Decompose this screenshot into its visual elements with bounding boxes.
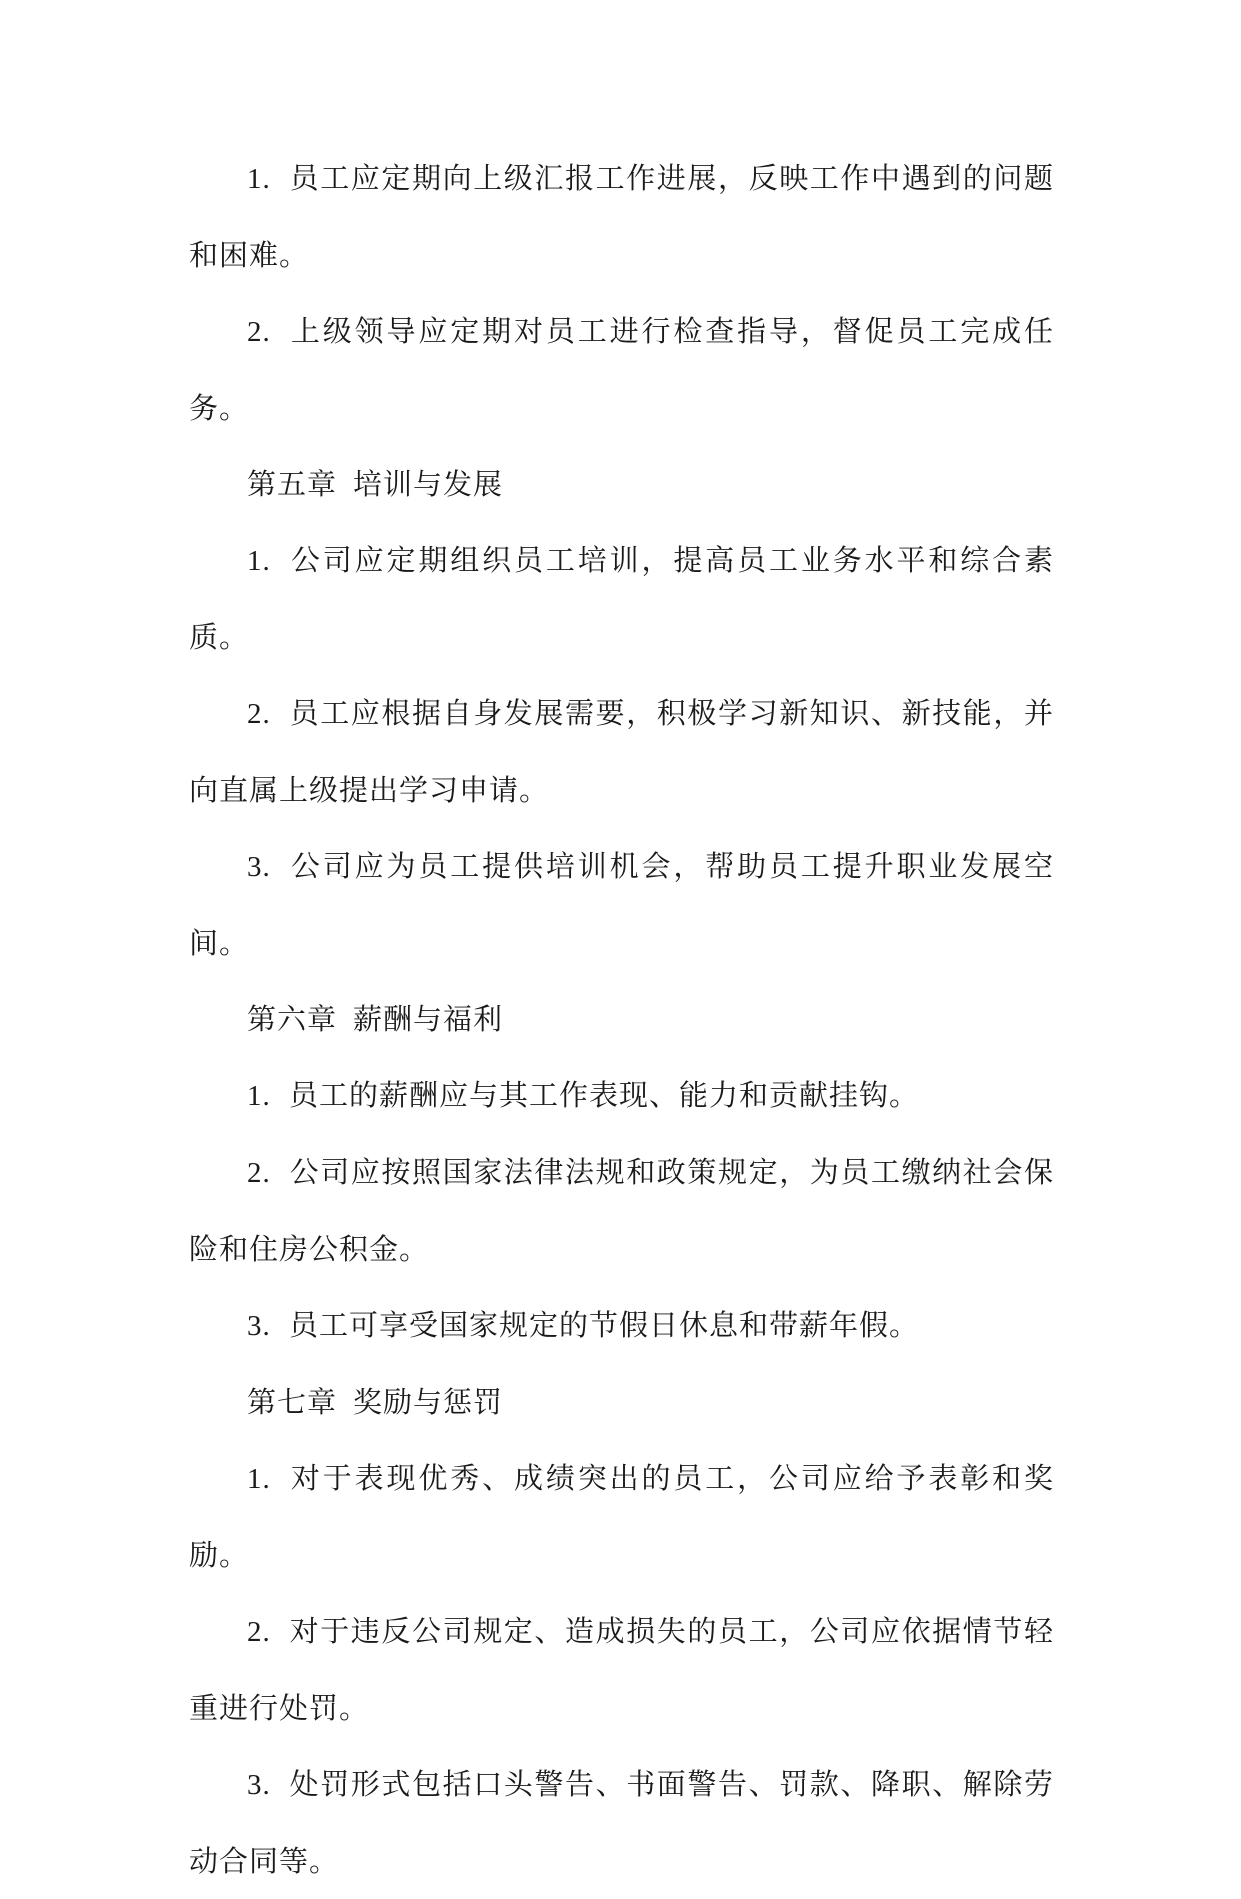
item-number: 1. — [247, 545, 271, 577]
item-text: 处罚形式包括口头警告、书面警告、罚款、降职、解除劳动合同等。 — [189, 1767, 1054, 1878]
list-item — [189, 828, 1054, 981]
list-item — [189, 1440, 1054, 1593]
chapter-title: 薪酬与福利 — [353, 1002, 504, 1036]
item-number: 2. — [247, 698, 271, 730]
list-item — [189, 1287, 1054, 1364]
item-text: 员工应根据自身发展需要，积极学习新知识、新技能，并向直属上级提出学习申请。 — [189, 696, 1054, 807]
item-text: 上级领导应定期对员工进行检查指导，督促员工完成任务。 — [189, 314, 1054, 425]
chapter-title: 奖励与惩罚 — [353, 1385, 504, 1419]
item-number: 2. — [247, 1616, 271, 1648]
chapter-title: 培训与发展 — [353, 467, 504, 501]
list-item — [189, 140, 1054, 293]
item-text: 员工应定期向上级汇报工作进展，反映工作中遇到的问题和困难。 — [189, 161, 1054, 272]
chapter-label: 第七章 — [247, 1385, 338, 1419]
chapter-label: 第五章 — [247, 467, 338, 501]
item-number: 2. — [247, 1157, 271, 1189]
list-item — [189, 1746, 1054, 1899]
list-item — [189, 522, 1054, 675]
list-item — [189, 1057, 1054, 1134]
chapter-heading — [189, 981, 1054, 1057]
chapter-heading — [189, 1364, 1054, 1440]
item-number: 1. — [247, 163, 271, 195]
item-number: 1. — [247, 1463, 271, 1495]
chapter-heading — [189, 446, 1054, 522]
item-number: 3. — [247, 1769, 271, 1801]
list-item — [189, 1593, 1054, 1746]
item-text: 对于违反公司规定、造成损失的员工，公司应依据情节轻重进行处罚。 — [189, 1614, 1054, 1725]
item-text: 员工的薪酬应与其工作表现、能力和贡献挂钩。 — [289, 1078, 920, 1112]
item-number: 3. — [247, 851, 271, 883]
list-item — [189, 293, 1054, 446]
list-item — [189, 675, 1054, 828]
chapter-label: 第六章 — [247, 1002, 338, 1036]
item-text: 公司应为员工提供培训机会，帮助员工提升职业发展空间。 — [189, 849, 1054, 960]
item-text: 公司应定期组织员工培训，提高员工业务水平和综合素质。 — [189, 543, 1054, 654]
item-text: 员工可享受国家规定的节假日休息和带薪年假。 — [289, 1308, 920, 1342]
item-text: 公司应按照国家法律法规和政策规定，为员工缴纳社会保险和住房公积金。 — [189, 1155, 1054, 1266]
item-number: 3. — [247, 1310, 271, 1342]
document-body — [189, 140, 1054, 1899]
item-number: 1. — [247, 1080, 271, 1112]
item-text: 对于表现优秀、成绩突出的员工，公司应给予表彰和奖励。 — [189, 1461, 1054, 1572]
item-number: 2. — [247, 316, 271, 348]
list-item — [189, 1134, 1054, 1287]
